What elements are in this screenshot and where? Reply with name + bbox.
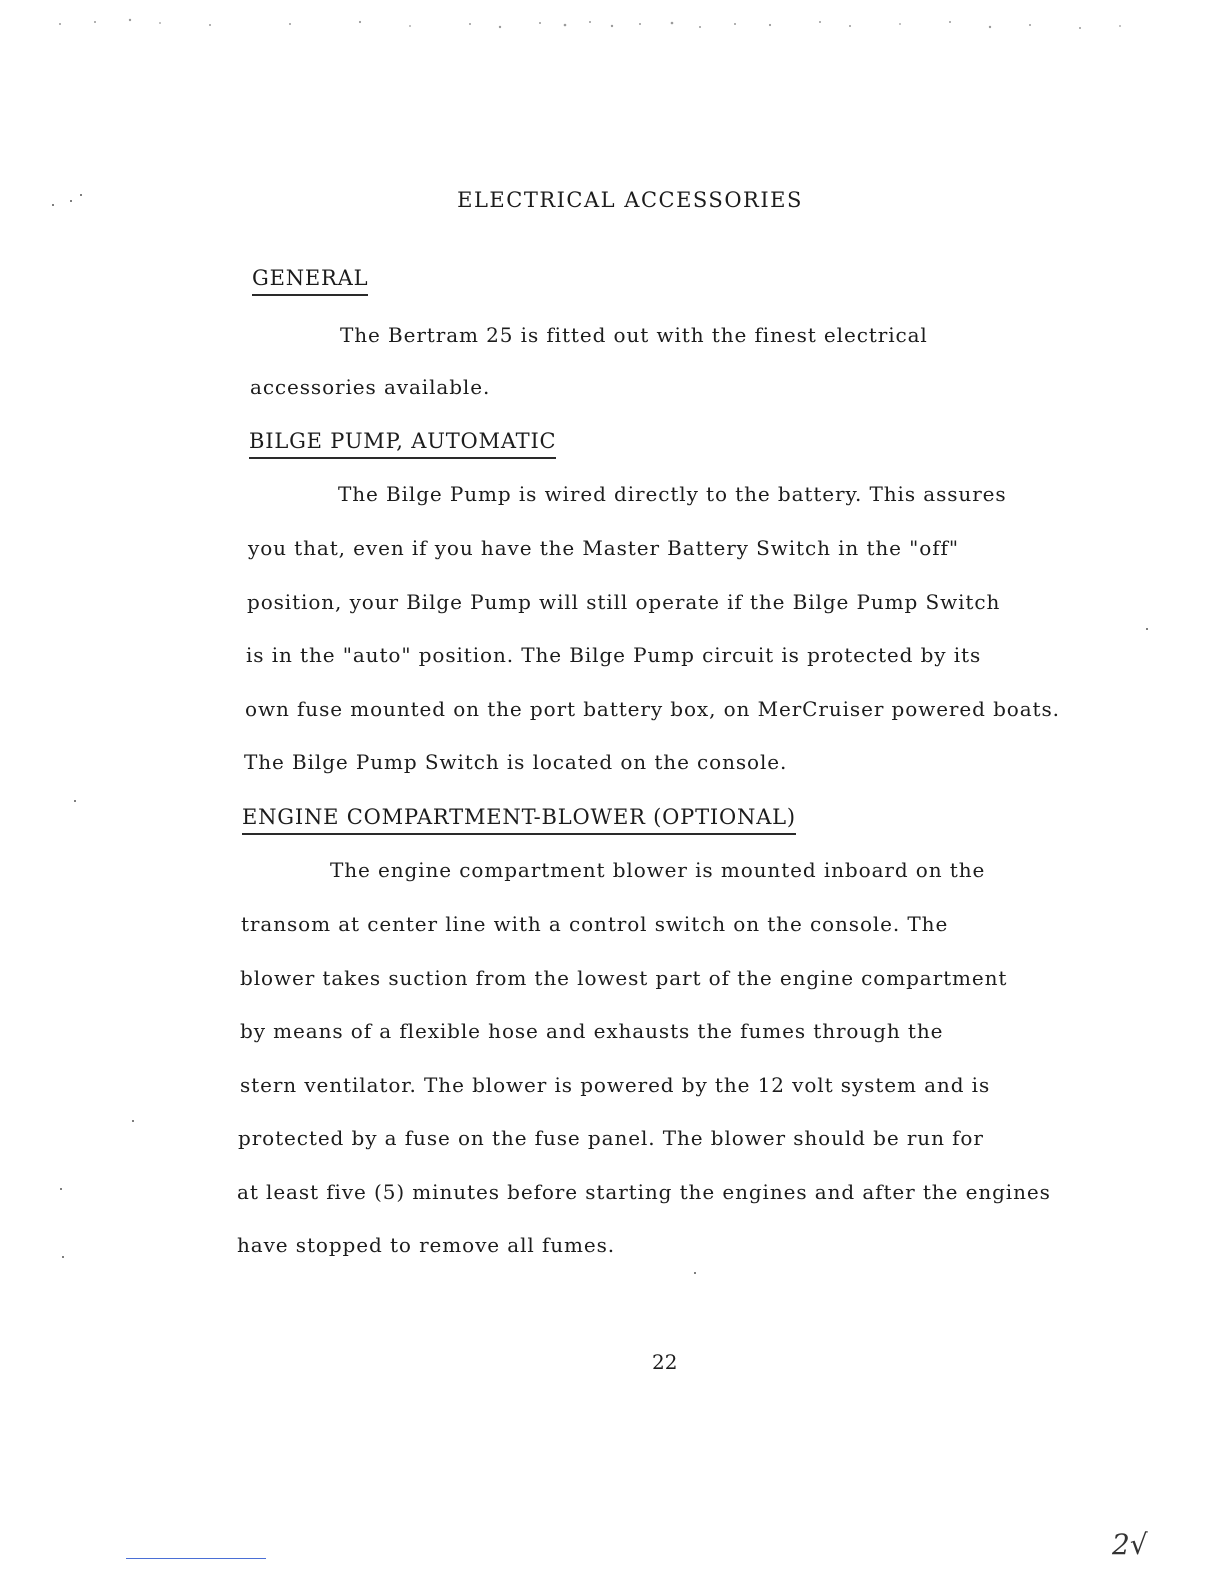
paragraph-line: position, your Bilge Pump will still operate if the Bilge Pump Switch <box>247 590 1001 614</box>
paragraph-line: at least five (5) minutes before starting the engines and after the engines <box>237 1180 1051 1204</box>
paragraph-line: The Bertram 25 is fitted out with the finest electrical <box>340 323 928 347</box>
section-heading-bilge-pump: BILGE PUMP, AUTOMATIC <box>249 429 556 459</box>
paragraph-line: protected by a fuse on the fuse panel. The blower should be run for <box>238 1126 984 1150</box>
scan-speck <box>694 1272 696 1274</box>
scan-noise <box>0 0 1224 60</box>
paragraph-line: have stopped to remove all fumes. <box>237 1233 616 1257</box>
paragraph-line: The Bilge Pump Switch is located on the console. <box>244 750 788 774</box>
paragraph-line: The Bilge Pump is wired directly to the battery. This assures <box>338 482 1007 506</box>
scan-speck <box>60 1188 62 1190</box>
paragraph-line: blower takes suction from the lowest part of the engine compartment <box>240 966 1008 990</box>
paragraph-line: by means of a flexible hose and exhausts the fumes through the <box>240 1019 944 1043</box>
section-heading-engine-blower: ENGINE COMPARTMENT-BLOWER (OPTIONAL) <box>242 805 796 835</box>
paragraph-line: transom at center line with a control switch on the console. The <box>241 912 949 936</box>
paragraph-line: you that, even if you have the Master Battery Switch in the "off" <box>248 536 959 560</box>
paragraph-line: The engine compartment blower is mounted inboard on the <box>330 858 986 882</box>
blue-rule <box>126 1558 266 1559</box>
page-number: 22 <box>652 1350 678 1374</box>
paragraph-line: accessories available. <box>250 375 491 399</box>
scan-speck <box>1146 628 1148 630</box>
paragraph-line: is in the "auto" position. The Bilge Pump circuit is protected by its <box>246 643 982 667</box>
scan-speck <box>132 1120 134 1122</box>
paragraph-line: own fuse mounted on the port battery box, on MerCruiser powered boats. <box>245 697 1060 721</box>
scan-speck <box>74 800 76 802</box>
handwritten-mark: 2√ <box>1112 1528 1148 1561</box>
section-heading-general: GENERAL <box>252 266 368 296</box>
paragraph-line: stern ventilator. The blower is powered by the 12 volt system and is <box>240 1073 991 1097</box>
scan-speck <box>62 1256 64 1258</box>
page-title: ELECTRICAL ACCESSORIES <box>457 188 803 212</box>
